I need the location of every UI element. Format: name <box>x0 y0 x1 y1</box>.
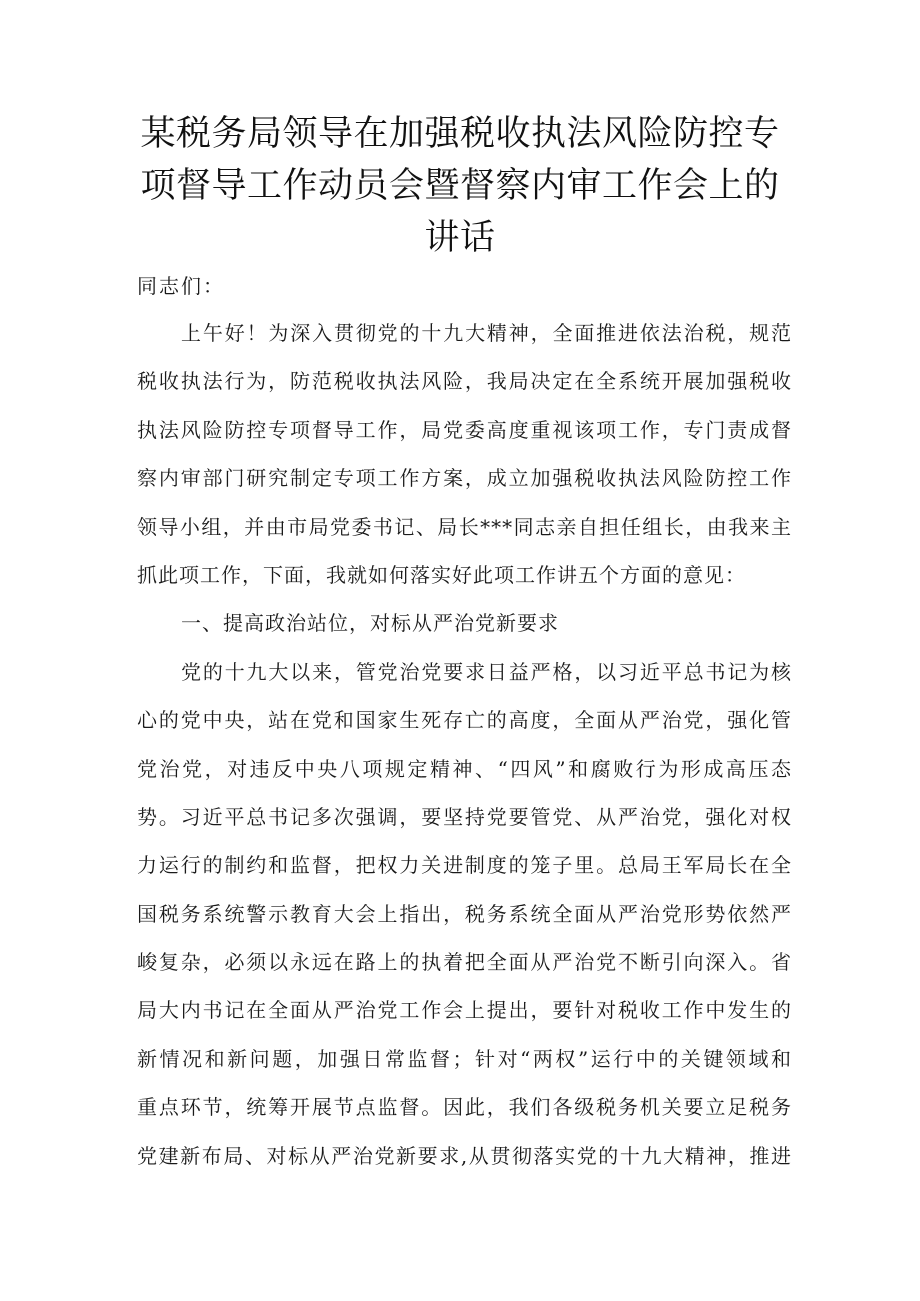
section-heading: 一、提高政治站位，对标从严治党新要求 <box>181 611 559 636</box>
paragraph-line: 察内审部门研究制定专项工作方案，成立加强税收执法风险防控工作 <box>137 466 792 491</box>
title-line: 某税务局领导在加强税收执法风险防控专 <box>140 114 780 154</box>
paragraph-line: 党的十九大以来，管党治党要求日益严格，以习近平总书记为核 <box>181 659 792 684</box>
title-line: 项督导工作动员会暨督察内审工作会上的 <box>140 166 780 206</box>
speech-body <box>137 309 792 1180</box>
paragraph-line: 局大内书记在全面从严治党工作会上提出，要针对税收工作中发生的 <box>137 998 792 1023</box>
paragraph-line: 势。习近平总书记多次强调，要坚持党要管党、从严治党，强化对权 <box>137 804 792 829</box>
paragraph-line: 领导小组，并由市局党委书记、局长***同志亲自担任组长，由我来主 <box>137 514 792 539</box>
paragraph-line: 执法风险防控专项督导工作，局党委高度重视该项工作，专门责成督 <box>137 417 792 442</box>
salutation: 同志们： <box>137 274 225 298</box>
paragraph-line: 新情况和新问题，加强日常监督；针对“两权”运行中的关键领域和 <box>137 1046 792 1071</box>
paragraph-line: 党治党，对违反中央八项规定精神、“四风”和腐败行为形成高压态 <box>137 756 792 781</box>
paragraph-line: 税收执法行为，防范税收执法风险，我局决定在全系统开展加强税收 <box>137 369 792 394</box>
paragraph-line: 党建新布局、对标从严治党新要求,从贯彻落实党的十九大精神，推进 <box>137 1143 792 1168</box>
title-line: 讲话 <box>424 218 496 258</box>
paragraph-line: 心的党中央，站在党和国家生死存亡的高度，全面从严治党，强化管 <box>137 708 792 733</box>
paragraph-line: 上午好！为深入贯彻党的十九大精神，全面推进依法治税，规范 <box>181 321 792 345</box>
document-title <box>130 108 790 264</box>
paragraph-line: 抓此项工作，下面，我就如何落实好此项工作讲五个方面的意见： <box>137 562 746 587</box>
paragraph-line: 峻复杂，必须以永远在路上的执着把全面从严治党不断引向深入。省 <box>137 950 792 975</box>
paragraph-line: 国税务系统警示教育大会上指出，税务系统全面从严治党形势依然严 <box>137 901 792 926</box>
paragraph-line: 力运行的制约和监督，把权力关进制度的笼子里。总局王军局长在全 <box>137 853 792 878</box>
paragraph-line: 重点环节，统筹开展节点监督。因此，我们各级税务机关要立足税务 <box>137 1095 792 1120</box>
